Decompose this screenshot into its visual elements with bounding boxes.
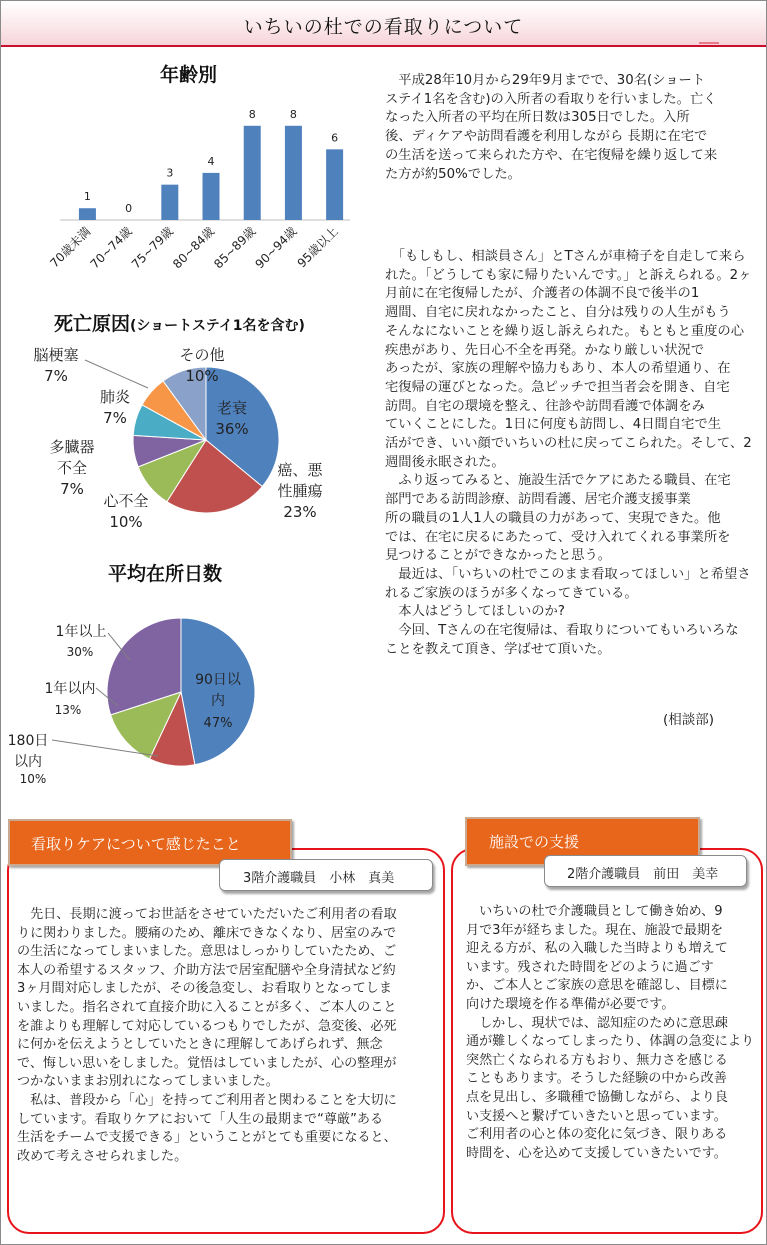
cause-chart-subtitle: (ショートステイ1名を含む) <box>130 318 305 334</box>
age-chart-title: 年齢別 <box>160 64 218 86</box>
age-bar <box>326 149 343 220</box>
page-title: いちいの杜での看取りについて <box>243 16 524 38</box>
age-category-label: 80~84歳 <box>170 224 218 272</box>
cause-label: 心不全 <box>103 492 149 510</box>
stay-label: 47% <box>203 716 233 731</box>
age-bar-value: 4 <box>207 154 215 168</box>
stay-chart-title: 平均在所日数 <box>108 563 223 585</box>
cause-label: その他 <box>179 346 225 364</box>
age-category-label: 70~74歳 <box>87 224 135 272</box>
age-bar-value: 8 <box>289 107 297 121</box>
age-bar-value: 3 <box>166 166 174 180</box>
left-essay-tab-label: 看取りケアについて感じたこと <box>31 835 241 853</box>
stay-label: 内 <box>211 693 225 709</box>
age-bar <box>285 126 302 220</box>
cause-label: 10% <box>109 513 143 531</box>
left-essay-author <box>219 859 433 891</box>
cause-label: 7% <box>103 409 127 427</box>
age-bar <box>79 208 96 220</box>
cause-chart <box>0 330 360 545</box>
left-essay-body: 先日、長期に渡ってお世話をさせていただいたご利用者の看取 りに関わりました。腰痛のため、離床できなくなり、居室のみで の生活になってしまいました。意思はしっかりしていたため、ご 本人の希望するスタッフ、介助方法で居室配膳や全身清拭など約 3ヶ月間対応しましたが、その後急変し、お看取りとなってしま いました。指名されて直接介助に入ることが多く、ご本人のこと を誰よりも理解して対応しているつもりでしたが、急変後、必死 に何かを伝えようとしていたときに理解してあげられず、無念 で、悔しい思いをしました。覚悟はしていましたが、心の整理が つかないままお別れになってしまいました。 私は、普段から「心」を持ってご利用者と関わることを大切に しています。看取りケアにおいて「人生の最期まで“尊厳”ある 生活をチームで支援できる」ということがとても重要になると、 改めて考えさせられました。 <box>17 907 397 1164</box>
cause-label: 7% <box>44 367 68 385</box>
right-essay-body: いちいの杜で介護職員として働き始め、9 月で3年が経ちました。現在、施設で最期を 迎える方が、私の入職した当時よりも増えて います。残された時間をどのように過ごす か、ご本人とご家族の意思を確認し、目標に 向けた環境を作る準備が必要です。 しかし、現状では、認知症のために意思疎 通が難しくなってしまったり、体調の急変により 突然亡くなられる方もおり、無力さを感じる こともあります。そうした経験の中から改善 点を見出し、多職種で協働しながら、より良 い支援へと繋げていきたいと思っています。 ご利用者の心と体の変化に気づき、限りある 時間を、心を込めて支援していきたいです。 <box>466 904 755 1161</box>
age-category-label: 95歳以上 <box>294 224 341 271</box>
cause-label: 多臓器 <box>49 438 95 456</box>
right-essay-author-name: 2階介護職員 前田 美幸 <box>567 867 719 882</box>
stay-label: 90日以 <box>195 672 241 688</box>
age-bar-value: 8 <box>248 107 256 121</box>
cause-label: 7% <box>60 480 84 498</box>
stay-label: 1年以内 <box>44 681 96 697</box>
stay-label: 1年以上 <box>55 624 107 640</box>
age-chart <box>0 90 360 290</box>
stay-chart <box>0 600 360 795</box>
age-category-label: 85~89歳 <box>211 224 259 272</box>
cause-label: 脳梗塞 <box>33 346 79 364</box>
header-accent-mark <box>699 42 719 44</box>
cause-chart-title-main: 死亡原因 <box>54 313 131 335</box>
article-paragraph-1: 平成28年10月から29年9月までで、30名(ショート ステイ1名を含む)の入所者の看取りを行いました。亡く なった入所者の平均在所日数は305日でした。入所 後、ディケアや訪問看護を利用しながら 長期に在宅で の生活を送って来られた方や、在宅復帰を繰り返して来 た方が約50%でした。 <box>385 73 718 182</box>
page-header <box>1 1 766 47</box>
left-essay-author-name: 3階介護職員 小林 真美 <box>243 871 395 886</box>
cause-label: 肺炎 <box>99 388 131 406</box>
age-category-label: 90~94歳 <box>252 224 300 272</box>
age-category-label: 75~79歳 <box>128 224 176 272</box>
age-bar <box>203 173 220 220</box>
cause-label: 10% <box>185 367 219 385</box>
age-bar <box>161 185 178 220</box>
age-bar-value: 1 <box>83 190 91 204</box>
age-bar-value: 6 <box>331 131 339 145</box>
article-department: (相談部) <box>663 712 715 728</box>
stay-slice <box>181 618 255 765</box>
stay-label: 30% <box>66 645 94 659</box>
age-bar <box>244 126 261 220</box>
stay-label: 以内 <box>14 754 42 770</box>
article-paragraph-2: 「もしもし、相談員さん」とTさんが車椅子を自走して来ら れた。「どうしても家に帰りたいんです。」と訴えられる。2ヶ 月前に在宅復帰したが、介護者の体調不良で後半の1 週間、自宅に戻れなかったこと、自分は残りの人生がもう そんなにないことを繰り返し訴えられた。もともと重度の心 疾患があり、先日心不全を再発。かなり厳しい状況で あったが、家族の理解や協力もあり、本人の希望通り、在 宅復帰の運びとなった。急ピッチで担当者会を開き、自宅 訪問。自宅の環境を整え、往診や訪問看護で体調をみ ていくことにした。1日に何度も訪問し、4日間自宅で生 活ができ、いい顔でいちいの杜に戻ってこられた。そして、2 週間後永眠された。 ふり返ってみると、施設生活でケアにあたる職員、在宅 部門である訪問診療、訪問看護、居宅介護支援事業 所の職員の1人1人の職員の力があって、実現できた。他 では、在宅に戻るにあたって、受け入れてくれる事業所を 見つけることができなかったと思う。 最近は、「いちいの杜でこのまま看取ってほしい」と希望さ れるご家族のほうが多くなってきている。 本人はどうしてほしいのか? 今回、Tさんの在宅復帰は、看取りについてもいろいろな ことを教えて頂き、学ばせて頂いた。 <box>385 249 752 657</box>
cause-leader-line <box>85 360 148 388</box>
cause-label: 36% <box>215 420 249 438</box>
right-essay-tab-label: 施設での支援 <box>489 833 580 851</box>
cause-label: 老衰 <box>216 399 248 417</box>
stay-label: 10% <box>19 772 47 786</box>
right-essay-author <box>544 855 747 887</box>
age-bar-value: 0 <box>125 202 133 215</box>
stay-label: 13% <box>54 703 82 717</box>
cause-label: 性腫瘍 <box>277 482 323 500</box>
cause-label: 23% <box>283 503 317 521</box>
cause-label: 不全 <box>56 459 88 477</box>
age-category-label: 70歳未満 <box>47 224 94 271</box>
cause-label: 癌、悪 <box>277 461 323 479</box>
stay-label: 180日 <box>7 733 49 749</box>
